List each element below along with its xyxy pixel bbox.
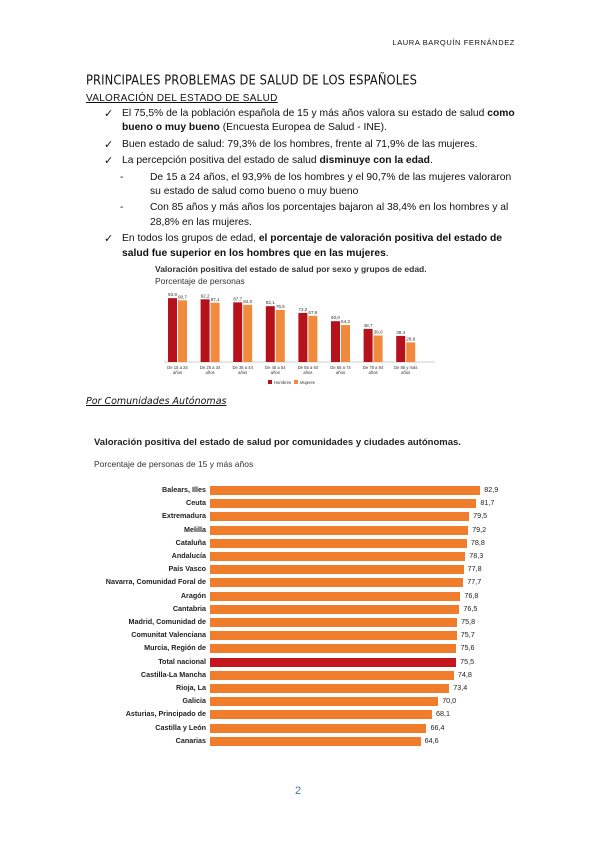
sub-list-item bbox=[104, 201, 524, 230]
data-label: 81,7 bbox=[480, 498, 495, 508]
bullet-text: (Encuesta Europea de Salud - INE). bbox=[219, 122, 387, 134]
category-label: De 65 a 74 bbox=[330, 365, 351, 370]
data-label: 82,1 bbox=[265, 300, 275, 306]
category-label: Canarias bbox=[175, 735, 206, 745]
data-label: 90,7 bbox=[178, 294, 187, 300]
category-label: De 35 a 44 bbox=[232, 365, 253, 370]
bar-hombres bbox=[168, 298, 177, 362]
category-label: Galicia bbox=[182, 696, 206, 706]
chart-row bbox=[90, 510, 488, 523]
bar bbox=[210, 710, 432, 719]
data-label: 75,5 bbox=[460, 656, 475, 666]
list-item bbox=[104, 107, 524, 136]
data-label: 64,6 bbox=[424, 735, 439, 745]
legend-label: Mujeres bbox=[300, 379, 315, 385]
category-label: años bbox=[303, 370, 313, 375]
checkmark-icon: ✓ bbox=[104, 155, 114, 168]
bar bbox=[210, 658, 456, 667]
category-label: Navarra, Comunidad Foral de bbox=[105, 577, 206, 587]
category-label: años bbox=[335, 370, 346, 375]
bullet-text: La percepción positiva del estado de salud bbox=[122, 155, 320, 167]
bar bbox=[210, 526, 468, 535]
category-label: De 85 y más bbox=[393, 365, 418, 370]
checkmark-icon: ✓ bbox=[104, 108, 114, 120]
bar-mujeres bbox=[211, 303, 220, 362]
chart-row bbox=[90, 695, 480, 708]
dash-icon: - bbox=[120, 171, 124, 183]
data-label: 68,1 bbox=[436, 709, 450, 719]
category-label: años bbox=[205, 370, 215, 375]
data-label: 75,8 bbox=[461, 617, 476, 626]
data-label: 79,5 bbox=[473, 511, 488, 521]
bullet-text: . bbox=[429, 155, 433, 167]
bar bbox=[210, 644, 456, 653]
data-label: 38,4 bbox=[396, 329, 406, 335]
data-label: 92,2 bbox=[200, 293, 210, 299]
category-label: Rioja, La bbox=[176, 683, 206, 692]
category-label: De 45 a 54 bbox=[265, 365, 286, 370]
category-label: De 55 a 64 bbox=[297, 365, 319, 370]
page-number: 2 bbox=[295, 785, 302, 797]
category-label: Comunitat Valenciana bbox=[131, 630, 206, 640]
data-label: 70,0 bbox=[442, 696, 457, 706]
bar-mujeres bbox=[308, 316, 317, 362]
legend-swatch bbox=[294, 380, 298, 384]
bar-mujeres bbox=[374, 335, 383, 362]
category-label: Madrid, Comunidad de bbox=[128, 617, 206, 626]
data-label: 87,7 bbox=[233, 296, 243, 302]
chart-row bbox=[90, 603, 480, 616]
chart-subtitle: Porcentaje de personas bbox=[155, 276, 245, 286]
data-label: 75,6 bbox=[460, 643, 475, 653]
chart-row bbox=[90, 735, 480, 748]
bar-hombres bbox=[266, 306, 275, 362]
bar bbox=[210, 592, 460, 601]
data-label: 87,1 bbox=[210, 296, 220, 302]
category-label: De 75 a 84 bbox=[362, 365, 384, 370]
category-label: años bbox=[238, 370, 248, 375]
data-label: 73,4 bbox=[453, 683, 468, 692]
checkmark-icon: ✓ bbox=[104, 138, 114, 151]
data-label: 79,2 bbox=[472, 524, 487, 534]
data-label: 76,5 bbox=[463, 603, 478, 613]
section-title: Por Comunidades Autónomas bbox=[86, 396, 227, 407]
chart-plot bbox=[150, 264, 440, 388]
checkmark-icon: ✓ bbox=[104, 233, 114, 246]
chart-row bbox=[90, 524, 487, 537]
chart-row bbox=[90, 708, 480, 721]
page-heading: PRINCIPALES PROBLEMAS DE SALUD DE LOS ESPAÑOLES bbox=[86, 72, 417, 89]
bar-mujeres bbox=[406, 342, 415, 362]
bullet-text: . bbox=[385, 247, 389, 259]
bar-mujeres bbox=[178, 300, 187, 362]
category-label: País Vasco bbox=[168, 564, 206, 574]
category-label: años bbox=[401, 370, 411, 375]
bar bbox=[210, 724, 426, 733]
bar bbox=[210, 631, 457, 640]
data-label: 76,5 bbox=[275, 303, 285, 309]
chart-row bbox=[90, 669, 480, 682]
bar bbox=[210, 578, 463, 587]
bar bbox=[210, 539, 467, 548]
bar bbox=[210, 499, 476, 508]
chart-row bbox=[90, 682, 480, 695]
bar-hombres bbox=[298, 313, 307, 362]
category-label: Cataluña bbox=[175, 537, 206, 547]
list-item bbox=[104, 232, 524, 261]
bullet-text: El 75,5% de la población española de 15 y más años valora su estado de salud bbox=[122, 108, 488, 119]
category-label: Cantabria bbox=[172, 603, 206, 613]
data-label: 54,3 bbox=[341, 319, 350, 325]
chart-row bbox=[90, 722, 480, 735]
category-label: Melilla bbox=[184, 524, 206, 534]
bullet-bold: disminuye con la edad bbox=[319, 155, 430, 167]
bar-hombres bbox=[201, 299, 210, 362]
chart-row bbox=[90, 616, 480, 629]
legend-swatch bbox=[268, 380, 272, 384]
section-subheading: VALORACIÓN DEL ESTADO DE SALUD bbox=[86, 93, 278, 104]
data-label: 84,0 bbox=[243, 298, 253, 304]
data-label: 66,4 bbox=[430, 722, 445, 732]
data-label: 60,0 bbox=[331, 315, 340, 321]
list-item bbox=[104, 138, 524, 152]
chart-subtitle: Porcentaje de personas de 15 y más años bbox=[94, 459, 254, 469]
bar bbox=[210, 512, 469, 521]
bar bbox=[210, 671, 454, 680]
bullet-bold: como bueno o muy bueno bbox=[122, 108, 515, 134]
chart-row bbox=[90, 656, 480, 669]
category-label: Aragón bbox=[180, 590, 206, 600]
dash-icon: - bbox=[120, 202, 124, 214]
bar bbox=[210, 605, 459, 614]
bar bbox=[210, 552, 465, 561]
category-label: años bbox=[270, 370, 280, 375]
bar bbox=[210, 565, 464, 574]
bar-hombres bbox=[396, 336, 405, 362]
bar bbox=[210, 737, 421, 746]
bar-mujeres bbox=[341, 325, 350, 362]
bullet-list bbox=[104, 107, 524, 263]
age-sex-bar-chart bbox=[150, 264, 440, 388]
category-label: años bbox=[172, 370, 183, 375]
data-label: 75,7 bbox=[460, 630, 475, 640]
bullet-text: Buen estado de salud: 79,3% de los hombres, frente al 71,9% de las mujeres. bbox=[122, 138, 478, 150]
bar-mujeres bbox=[243, 305, 252, 362]
bar-hombres bbox=[364, 329, 373, 362]
bar bbox=[210, 684, 449, 693]
bullet-text: Con 85 años y más años los porcentajes bajaron al 38,4% en los hombres y al 28,8% en las mujeres. bbox=[150, 202, 509, 228]
chart-title: Valoración positiva del estado de salud por comunidades y ciudades autónomas. bbox=[94, 437, 461, 448]
category-label: Ceuta bbox=[186, 498, 206, 508]
category-label: Balears, Illes bbox=[162, 485, 206, 494]
chart-row bbox=[90, 550, 484, 563]
chart-title: Valoración positiva del estado de salud por sexo y grupos de edad. bbox=[155, 264, 427, 274]
chart-row bbox=[90, 642, 480, 655]
chart-row bbox=[90, 497, 495, 510]
data-label: 78,8 bbox=[470, 537, 485, 547]
list-item bbox=[104, 154, 524, 168]
data-label: 76,8 bbox=[464, 590, 479, 600]
data-label: 82,9 bbox=[484, 485, 499, 494]
bar-hombres bbox=[331, 321, 340, 362]
chart-row bbox=[90, 576, 480, 589]
bar bbox=[210, 618, 457, 627]
category-label: Total nacional bbox=[158, 656, 206, 666]
chart-row bbox=[90, 484, 499, 497]
category-label: Castilla-La Mancha bbox=[140, 669, 206, 679]
bar-mujeres bbox=[276, 310, 285, 362]
data-label: 74,8 bbox=[457, 669, 472, 679]
category-label: De 15 a 24 bbox=[167, 365, 188, 370]
chart-row bbox=[90, 537, 485, 550]
bar-hombres bbox=[233, 302, 242, 362]
legend-label: Hombres bbox=[274, 379, 291, 385]
data-label: 28,8 bbox=[406, 336, 416, 342]
category-label: De 25 a 34 bbox=[199, 365, 221, 370]
data-label: 48,7 bbox=[363, 322, 373, 328]
bar bbox=[210, 697, 438, 706]
data-label: 78,3 bbox=[469, 551, 484, 560]
data-label: 93,9 bbox=[168, 292, 177, 298]
bar bbox=[210, 486, 480, 495]
data-label: 77,7 bbox=[467, 577, 482, 587]
chart-row bbox=[90, 563, 480, 576]
bullet-bold: el porcentaje de valoración positiva del estado de salud fue superior en los hombres que en las mujeres bbox=[122, 233, 503, 259]
bullet-text: De 15 a 24 años, el 93,9% de los hombres y el 90,7% de las mujeres valoraron su estado de salud como bueno o muy bueno bbox=[150, 171, 512, 198]
data-label: 72,2 bbox=[298, 306, 308, 312]
bullet-text: En todos los grupos de edad, bbox=[122, 233, 259, 245]
category-label: Andalucía bbox=[171, 551, 206, 560]
chart-row bbox=[90, 629, 480, 642]
author-name: LAURA BARQUÍN FERNÁNDEZ bbox=[392, 38, 515, 47]
category-label: Extremadura bbox=[162, 511, 206, 521]
category-label: años bbox=[368, 370, 378, 375]
data-label: 39,0 bbox=[373, 329, 383, 335]
category-label: Castilla y León bbox=[155, 722, 206, 732]
category-label: Murcia, Región de bbox=[144, 643, 206, 653]
data-label: 77,8 bbox=[467, 564, 482, 574]
chart-row bbox=[90, 590, 480, 603]
category-label: Asturias, Principado de bbox=[125, 709, 206, 719]
sub-list-item bbox=[104, 171, 524, 200]
data-label: 67,9 bbox=[308, 309, 318, 315]
